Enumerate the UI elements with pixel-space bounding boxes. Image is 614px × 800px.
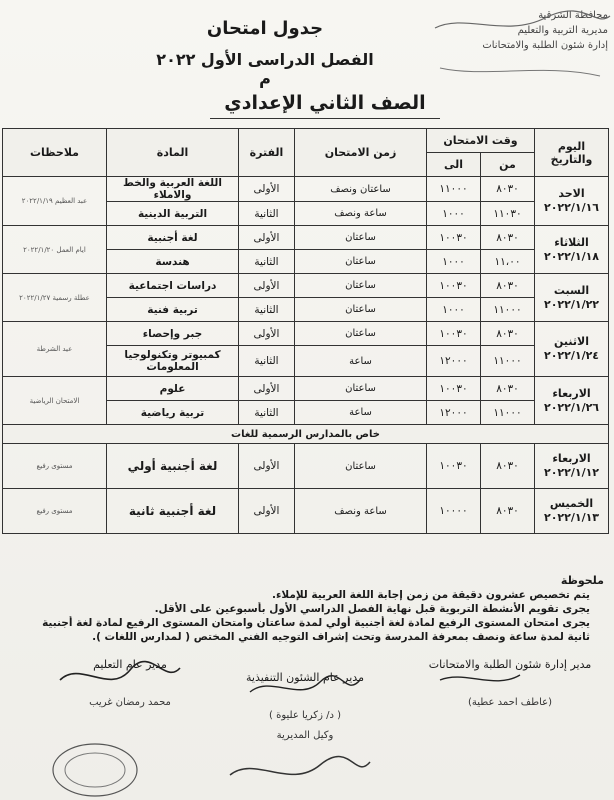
duration: ساعتان (295, 274, 427, 298)
signature-subtitle: وكيل المديرية (276, 730, 334, 741)
schedule-body (3, 177, 609, 534)
time-to: ١٠٠٣٠ (427, 322, 481, 346)
time-to: ١٠٠٣٠ (427, 226, 481, 250)
row-note: عطلة رسمية ٢٠٢٢/١/٢٧ (3, 274, 107, 322)
time-to: ١٠٠٠ (427, 250, 481, 274)
subject: لغة أجنبية (107, 226, 239, 250)
note-item: يجرى تقويم الأنشطة التربوية قبل نهاية الفصل الدراسي الأول بأسبوعين على الأقل. (154, 603, 590, 615)
exam-schedule-title: جدول امتحان (206, 18, 324, 39)
time-from: ٨٠٣٠ (481, 444, 535, 489)
directorate-stamp (428, 8, 608, 82)
signature-block (410, 655, 610, 713)
day-date: ٢٠٢٢/١/٢٤ (543, 349, 600, 362)
duration: ساعة ونصف (295, 489, 427, 534)
section-label: خاص بالمدارس الرسمية للغات (3, 425, 609, 444)
period: الأولى (239, 274, 295, 298)
subject: اللغة العربية والخط والاملاء (107, 177, 239, 202)
notes-heading: ملحوظة (560, 574, 604, 587)
day-date: ٢٠٢٢/١/١٢ (543, 466, 600, 479)
header-exam-time: وقت الامتحان (427, 129, 535, 153)
time-to: ١٢٠٠٠ (427, 346, 481, 377)
signature-title: مدير إدارة شئون الطلبة والامتحانات (428, 658, 592, 671)
notes-list (4, 588, 604, 644)
section-row (3, 425, 609, 444)
signature-block (30, 655, 230, 713)
row-note: ايام العمل ٢٠٢٢/١/٢٠ (3, 226, 107, 274)
table-row (3, 377, 609, 401)
row-note: مستوى رفيع (3, 489, 107, 534)
time-from: ١١٠٠٠ (481, 298, 535, 322)
time-to: ١٠٠٣٠ (427, 377, 481, 401)
time-from: ٨٠٣٠ (481, 377, 535, 401)
time-from: ١١٠٠٠ (481, 346, 535, 377)
subject: جبر وإحصاء (107, 322, 239, 346)
signature-title: مدير عام التعليم (93, 658, 167, 671)
day-date: ٢٠٢٢/١/١٣ (543, 511, 600, 524)
exam-schedule-table (2, 128, 609, 534)
row-note: الامتحان الرياضية (3, 377, 107, 425)
signature-block (205, 668, 405, 746)
signature-name: ( د/ زكريا عليوة ) (269, 710, 341, 721)
time-from: ١١٠٣٠ (481, 202, 535, 226)
table-row (3, 226, 609, 250)
table-row (3, 274, 609, 298)
signature-name: محمد رمضان غريب (89, 697, 171, 708)
subject: لغة أجنبية ثانية (107, 489, 239, 534)
time-from: ٨٠٣٠ (481, 177, 535, 202)
subject: تربية فنية (107, 298, 239, 322)
time-from: ١١،٠٠ (481, 250, 535, 274)
time-from: ٨٠٣٠ (481, 489, 535, 534)
day-cell (535, 489, 609, 534)
note-item: يجرى امتحان المستوى الرفيع لمادة لغة أجنبية أولي لمدة ساعتان وامتحان المستوى الرفيع لمادة لغة أجنبية (42, 617, 590, 629)
time-to: ١٠٠٣٠ (427, 274, 481, 298)
subject: لغة أجنبية أولي (107, 444, 239, 489)
header-subject: المادة (107, 129, 239, 177)
time-to: ١٢٠٠٠ (427, 401, 481, 425)
duration: ساعة (295, 401, 427, 425)
duration: ساعتان (295, 377, 427, 401)
header-to: الى (427, 153, 481, 177)
day-cell (535, 274, 609, 322)
time-to: ١٠٠٣٠ (427, 444, 481, 489)
signature-title: مدير عام الشئون التنفيذية (246, 671, 364, 684)
day-name: الاربعاء (552, 452, 591, 465)
time-from: ٨٠٣٠ (481, 226, 535, 250)
header-notes: ملاحظات (3, 129, 107, 177)
time-to: ١١٠٠٠ (427, 177, 481, 202)
day-name: الثلاثاء (554, 235, 589, 249)
header-period: الفترة (239, 129, 295, 177)
period: الثانية (239, 250, 295, 274)
day-date: ٢٠٢٢/١/٢٦ (543, 400, 600, 414)
header-from: من (481, 153, 535, 177)
period: الأولى (239, 377, 295, 401)
note-item: ثانية لمدة ساعة ونصف بمعرفة المدرسة وتحت إشراف التوجيه الفني المختص ( لمدارس اللغات ). (92, 631, 590, 643)
subject: تربية رياضية (107, 401, 239, 425)
duration: ساعتان ونصف (295, 177, 427, 202)
signature-name: (عاطف احمد عطية) (467, 697, 553, 708)
time-from: ٨٠٣٠ (481, 322, 535, 346)
duration: ساعة (295, 346, 427, 377)
time-to: ١٠٠٠٠ (427, 489, 481, 534)
note-item: يتم تخصيص عشرون دقيقة من زمن إجابة اللغة العربية للإملاء. (271, 589, 590, 601)
period: الثانية (239, 202, 295, 226)
day-cell (535, 377, 609, 425)
day-date: ٢٠٢٢/١/٢٢ (543, 297, 600, 311)
notes-section (4, 574, 604, 644)
subject: علوم (107, 377, 239, 401)
day-cell (535, 322, 609, 377)
period: الأولى (239, 226, 295, 250)
duration: ساعة ونصف (295, 202, 427, 226)
period: الثانية (239, 298, 295, 322)
day-cell (535, 177, 609, 226)
period: الأولى (239, 177, 295, 202)
table-row (3, 177, 609, 202)
time-to: ١٠٠٠ (427, 298, 481, 322)
day-name: الخميس (549, 497, 594, 510)
subject: كمبيوتر وتكنولوجيا المعلومات (107, 346, 239, 377)
duration: ساعتان (295, 226, 427, 250)
day-name: السبت (553, 283, 590, 297)
day-cell (535, 444, 609, 489)
grade-underline (210, 118, 440, 119)
duration: ساعتان (295, 322, 427, 346)
duration: ساعتان (295, 250, 427, 274)
grade-title: الصف الثاني الإعدادي (224, 92, 426, 114)
day-name: الاربعاء (552, 386, 591, 400)
stamp-line-2: مديرية التربية والتعليم (517, 25, 608, 36)
subject: التربية الدينية (107, 202, 239, 226)
day-date: ٢٠٢٢/١/١٨ (543, 249, 600, 263)
day-name: الاحد (558, 187, 585, 200)
header-day-date: اليوم والتاريخ (535, 129, 609, 177)
day-date: ٢٠٢٢/١/١٦ (543, 201, 600, 214)
term-title: الفصل الدراسى الأول ٢٠٢٢ م (156, 50, 374, 88)
period: الأولى (239, 322, 295, 346)
day-cell (535, 226, 609, 274)
period: الأولى (239, 489, 295, 534)
period: الثانية (239, 401, 295, 425)
stamp-line-1: محافظة الشرقية (538, 10, 608, 21)
table-row (3, 322, 609, 346)
period: الثانية (239, 346, 295, 377)
header-duration: زمن الامتحان (295, 129, 427, 177)
time-to: ١٠٠٠ (427, 202, 481, 226)
time-from: ٨٠٣٠ (481, 274, 535, 298)
stamp-line-3: إدارة شئون الطلبة والامتحانات (482, 40, 608, 51)
period: الأولى (239, 444, 295, 489)
table-row (3, 489, 609, 534)
table-row (3, 444, 609, 489)
time-from: ١١٠٠٠ (481, 401, 535, 425)
subject: دراسات اجتماعية (107, 274, 239, 298)
duration: ساعتان (295, 444, 427, 489)
subject: هندسة (107, 250, 239, 274)
row-note: مستوى رفيع (3, 444, 107, 489)
duration: ساعتان (295, 298, 427, 322)
row-note: عيد الشرطة (3, 322, 107, 377)
day-name: الاثنين (554, 335, 589, 348)
row-note: عبد العظيم ٢٠٢٢/١/١٩ (3, 177, 107, 226)
